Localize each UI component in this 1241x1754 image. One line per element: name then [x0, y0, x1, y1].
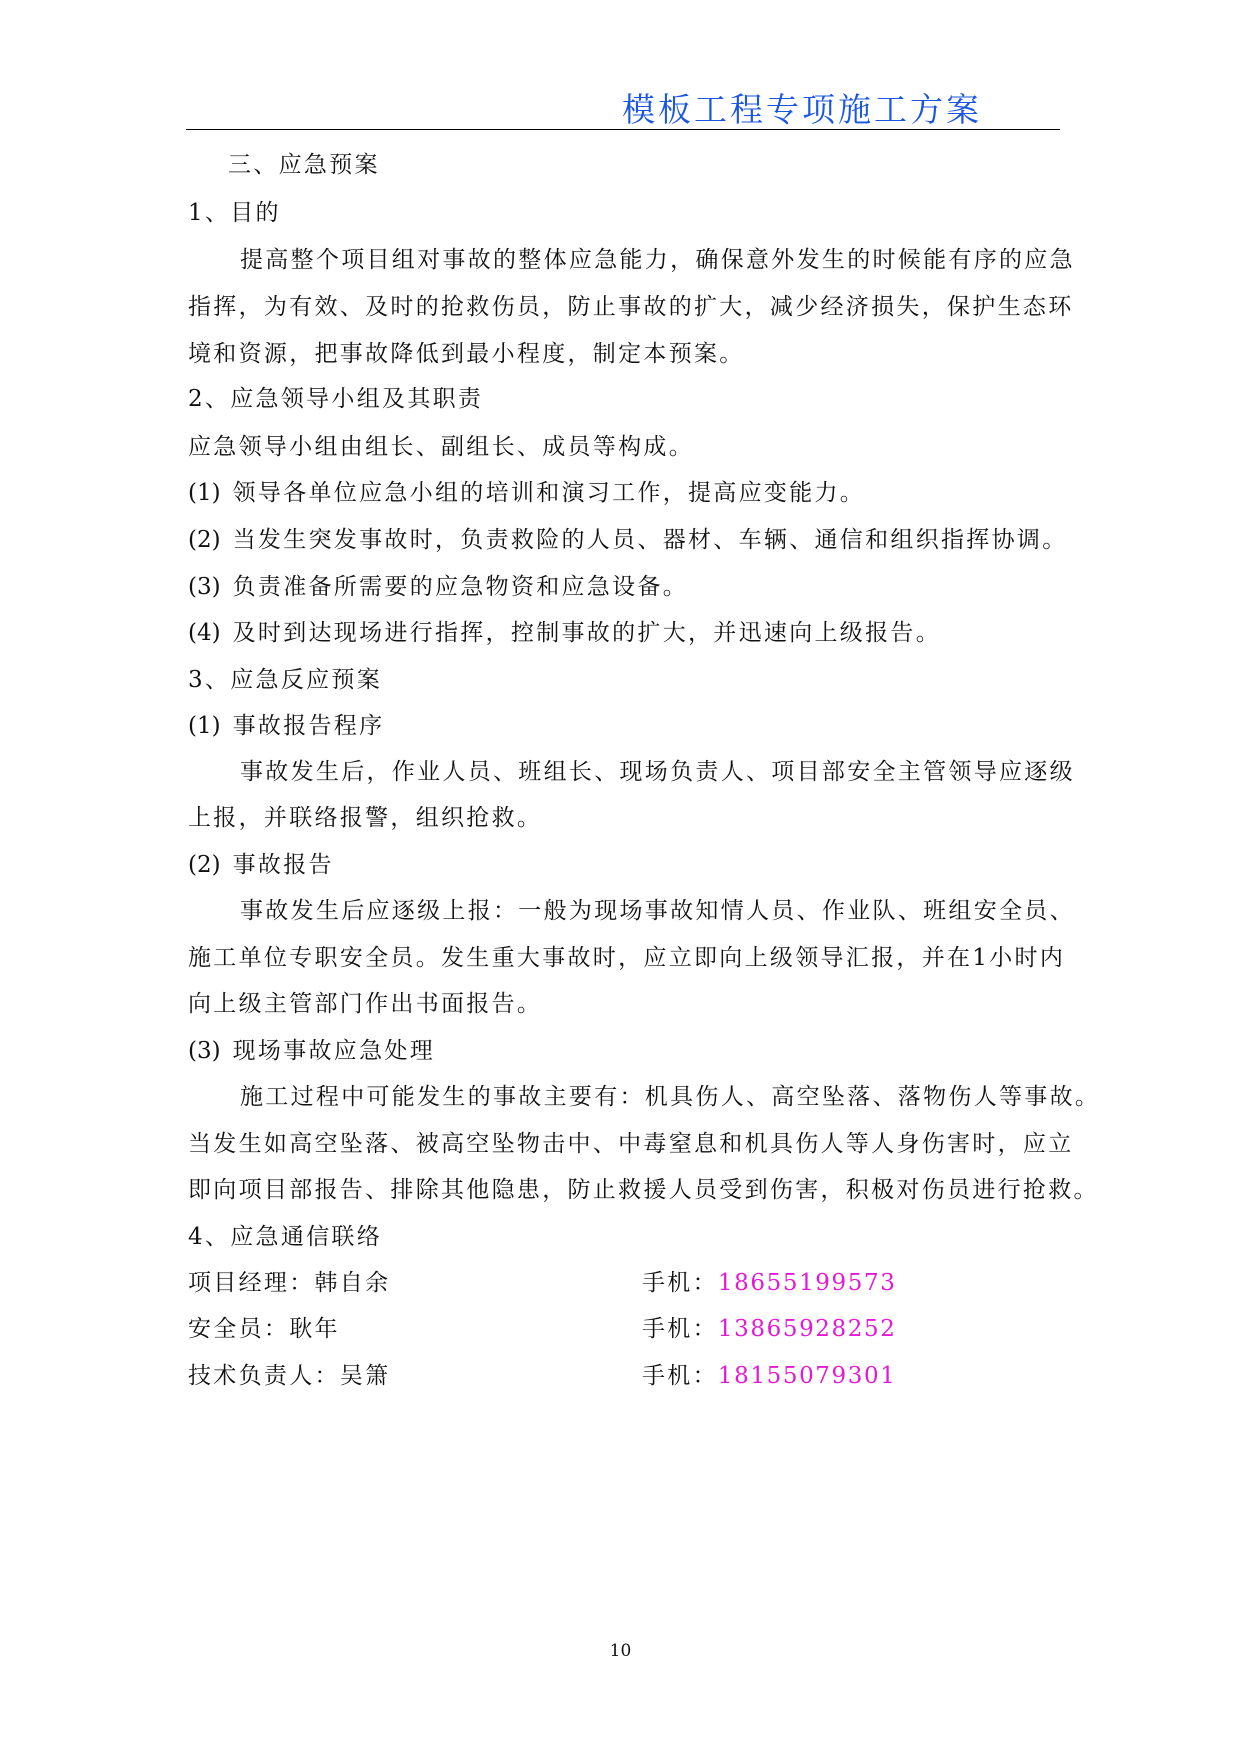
contact-name: 技术负责人：吴箫: [188, 1363, 391, 1389]
list-item: [188, 618, 941, 648]
paragraph-line: 境和资源，把事故降低到最小程度，制定本预案。: [188, 341, 745, 367]
subheading-text: 事故报告程序: [232, 713, 385, 739]
heading-leadership: 2、应急领导小组及其职责: [188, 386, 484, 412]
paragraph-line: 当发生如高空坠落、被高空坠物击中、中毒窒息和机具伤人等人身伤害时，应立: [188, 1131, 1074, 1157]
paragraph-line: 提高整个项目组对事故的整体应急能力，确保意外发生的时候能有序的应急: [240, 247, 1075, 273]
phone-number: 13865928252: [717, 1316, 897, 1342]
list-item: [188, 478, 865, 508]
subheading-text: 事故报告: [232, 852, 334, 878]
subheading: [188, 1036, 435, 1066]
paragraph-line: 施工过程中可能发生的事故主要有：机具伤人、高空坠落、落物伤人等事故。: [240, 1084, 1101, 1110]
list-item-text: 负责准备所需要的应急物资和应急设备。: [232, 574, 688, 600]
paragraph-line: 施工单位专职安全员。发生重大事故时，应立即向上级领导汇报，并在1小时内: [188, 945, 1066, 971]
list-item-number: (2): [188, 527, 221, 553]
document-title: 模板工程专项施工方案: [622, 90, 982, 129]
subheading-number: (1): [188, 713, 221, 739]
list-item-text: 当发生突发事故时，负责救险的人员、器材、车辆、通信和组织指挥协调。: [232, 527, 1068, 553]
phone-number: 18655199573: [717, 1270, 897, 1296]
list-item: [188, 525, 1068, 555]
subheading-number: (2): [188, 852, 221, 878]
phone-label: 手机：: [642, 1270, 718, 1296]
list-item-number: (4): [188, 620, 221, 646]
paragraph-line: 事故发生后应逐级上报：一般为现场事故知情人员、作业队、班组安全员、: [240, 898, 1075, 924]
paragraph-line: 向上级主管部门作出书面报告。: [188, 991, 543, 1017]
section-title: 三、应急预案: [228, 152, 380, 178]
contact-name: 项目经理：韩自余: [188, 1270, 391, 1296]
paragraph-line: 指挥，为有效、及时的抢救伤员，防止事故的扩大，减少经济损失，保护生态环: [188, 294, 1074, 320]
subheading: [188, 850, 334, 880]
heading-response-plan: 3、应急反应预案: [188, 667, 383, 693]
heading-communications: 4、应急通信联络: [188, 1224, 383, 1250]
contact-phone: [642, 1268, 896, 1298]
subheading: [188, 711, 384, 741]
phone-label: 手机：: [642, 1363, 718, 1389]
paragraph-line: 事故发生后，作业人员、班组长、现场负责人、项目部安全主管领导应逐级: [240, 759, 1075, 785]
header-divider: [186, 129, 1060, 130]
list-item-number: (3): [188, 574, 221, 600]
phone-label: 手机：: [642, 1316, 718, 1342]
contact-phone: [642, 1361, 896, 1391]
paragraph-line: 即向项目部报告、排除其他隐患，防止救援人员受到伤害，积极对伤员进行抢救。: [188, 1177, 1099, 1203]
list-item: [188, 572, 688, 602]
contact-phone: [642, 1314, 896, 1344]
heading-purpose: 1、目的: [188, 200, 281, 226]
page-number: 10: [609, 1641, 632, 1661]
leadership-intro: 应急领导小组由组长、副组长、成员等构成。: [188, 434, 694, 460]
list-item-number: (1): [188, 480, 221, 506]
list-item-text: 及时到达现场进行指挥，控制事故的扩大，并迅速向上级报告。: [232, 620, 941, 646]
contact-name: 安全员：耿年: [188, 1316, 340, 1342]
list-item-text: 领导各单位应急小组的培训和演习工作，提高应变能力。: [232, 480, 866, 506]
phone-number: 18155079301: [717, 1363, 897, 1389]
subheading-text: 现场事故应急处理: [232, 1038, 435, 1064]
paragraph-line: 上报，并联络报警，组织抢救。: [188, 805, 543, 831]
subheading-number: (3): [188, 1038, 221, 1064]
